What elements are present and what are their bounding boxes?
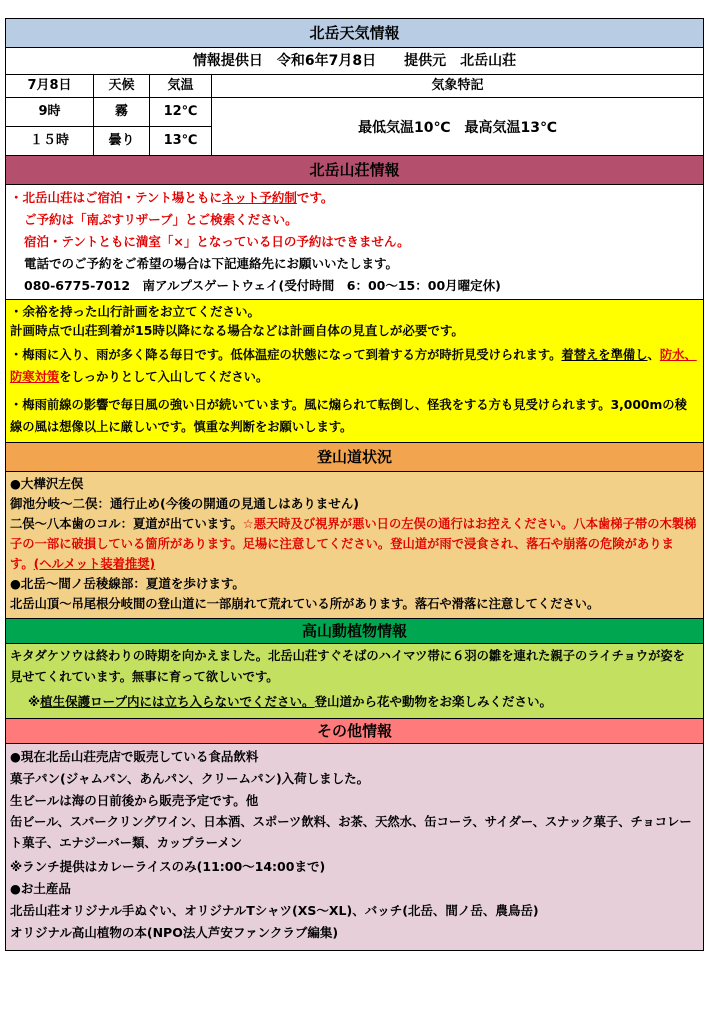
trail-section-title: 登山道状況 [6, 443, 703, 472]
other-line: ●お土産品 [10, 881, 71, 896]
flora-line: ※植生保護ロープ内には立ち入らないでください。登山道から花や動物をお楽しみください。 [28, 694, 553, 709]
time-cell: 9時 [6, 98, 94, 126]
weather-cell: 曇り [94, 127, 150, 155]
weather-header-row [6, 75, 211, 98]
flora-section-title: 高山動植物情報 [6, 618, 703, 644]
date-cell: 7月8日 [6, 75, 94, 97]
phone-line: 080-6775-7012 南アルプスゲートウェイ(受付時間 6：00～15：00月曜定休) [24, 278, 501, 293]
temp-cell: 12℃ [163, 104, 198, 119]
page-title: 北岳天気情報 [6, 19, 703, 48]
info-line: 情報提供日 令和6年7月8日 提供元 北岳山荘 [6, 48, 703, 75]
weather-table [6, 75, 703, 156]
trail-line: 御池分岐～二俣：通行止め(今後の開通の見通しはありません) [10, 496, 359, 511]
trail-line: ●大樺沢左俣 [10, 476, 84, 491]
flora-line: キタダケソウは終わりの時期を向かえました。北岳山荘すぐそばのハイマツ帯に６羽の雛を連れた親子のライチョウが姿を見せてくれています。無事に育って欲しいです。 [10, 649, 685, 684]
caution-line: ・梅雨に入り、雨が多く降る毎日です。低体温症の状態になって到着する方が時折見受けられます。着替えを準備し、防水、防寒対策をしっかりとして入山してください。 [10, 348, 697, 384]
trail-line: 北岳山頂～吊尾根分岐間の登山道に一部崩れて荒れている所があります。落石や滑落に注意してください。 [10, 597, 600, 611]
flora-section [6, 644, 703, 718]
trail-section [6, 472, 703, 618]
other-line: 缶ビール、スパークリングワイン、日本酒、スポーツ飲料、お茶、天然水、缶コーラ、サイダー、スナック菓子、チョコレート菓子、エナジーバー類、カップラーメン [10, 815, 692, 850]
other-section-title: その他情報 [6, 718, 703, 744]
lodge-line: 宿泊・テントともに満室「×」となっている日の予約はできません。 [24, 234, 410, 249]
other-line: オリジナル高山植物の本(NPO法人芦安ファンクラブ編集) [10, 925, 339, 940]
caution-line: ・余裕を持った山行計画をお立てください。 [10, 304, 261, 319]
caution-line: 計画時点で山荘到着が15時以降になる場合などは計画自体の見直しが必要です。 [10, 323, 464, 338]
special-value: 最低気温10℃ 最高気温13℃ [358, 119, 557, 136]
trail-line: ●北岳～間ノ岳稜線部：夏道を歩けます。 [10, 576, 245, 591]
weather-cell: 霧 [94, 98, 150, 126]
caution-box [6, 299, 703, 443]
other-section [6, 744, 703, 950]
other-line: 菓子パン(ジャムパン、あんパン、クリームパン)入荷しました。 [10, 771, 370, 786]
other-line: ※ランチ提供はカレーライスのみ(11:00～14:00まで) [10, 859, 326, 874]
temp-header: 気温 [167, 78, 194, 93]
weather-header: 天候 [94, 75, 150, 97]
special-header: 気象特記 [212, 75, 703, 98]
net-reservation-link: ネット予約制 [221, 190, 297, 205]
weather-report-sheet [5, 18, 704, 951]
time-cell: １５時 [6, 127, 94, 155]
lodge-line: ご予約は「南ぷすリザーブ」とご検索ください。 [24, 212, 298, 227]
lodge-line: 電話でのご予約をご希望の場合は下記連絡先にお願いいたします。 [24, 256, 399, 271]
caution-line: ・梅雨前線の影響で毎日風の強い日が続いています。風に煽られて転倒し、怪我をする方も見受けられます。3,000mの稜線の風は想像以上に厳しいです。慎重な判断をお願いします。 [10, 398, 687, 434]
weather-row [6, 98, 211, 127]
lodge-line: ・北岳山荘はご宿泊・テント場ともにネット予約制です。 [10, 190, 334, 205]
other-line: 生ビールは海の日前後から販売予定です。他 [10, 793, 259, 808]
other-line: 北岳山荘オリジナル手ぬぐい、オリジナルTシャツ(XS～XL)、バッチ(北岳、間ノ岳、農鳥岳) [10, 903, 539, 918]
lodge-section [6, 185, 703, 299]
trail-line: 二俣～八本歯のコル：夏道が出ています。☆悪天時及び視界が悪い日の左俣の通行はお控えください。八本歯梯子帯の木製梯子の一部に破損している箇所があります。足場に注意してください。登山道が雨で浸食され、落石や崩落の危険があります。(ヘルメット装着推奨) [10, 517, 697, 571]
other-line: ●現在北岳山荘売店で販売している食品飲料 [10, 749, 259, 764]
lodge-section-title: 北岳山荘情報 [6, 156, 703, 185]
weather-row [6, 127, 211, 155]
temp-cell: 13℃ [163, 133, 198, 148]
